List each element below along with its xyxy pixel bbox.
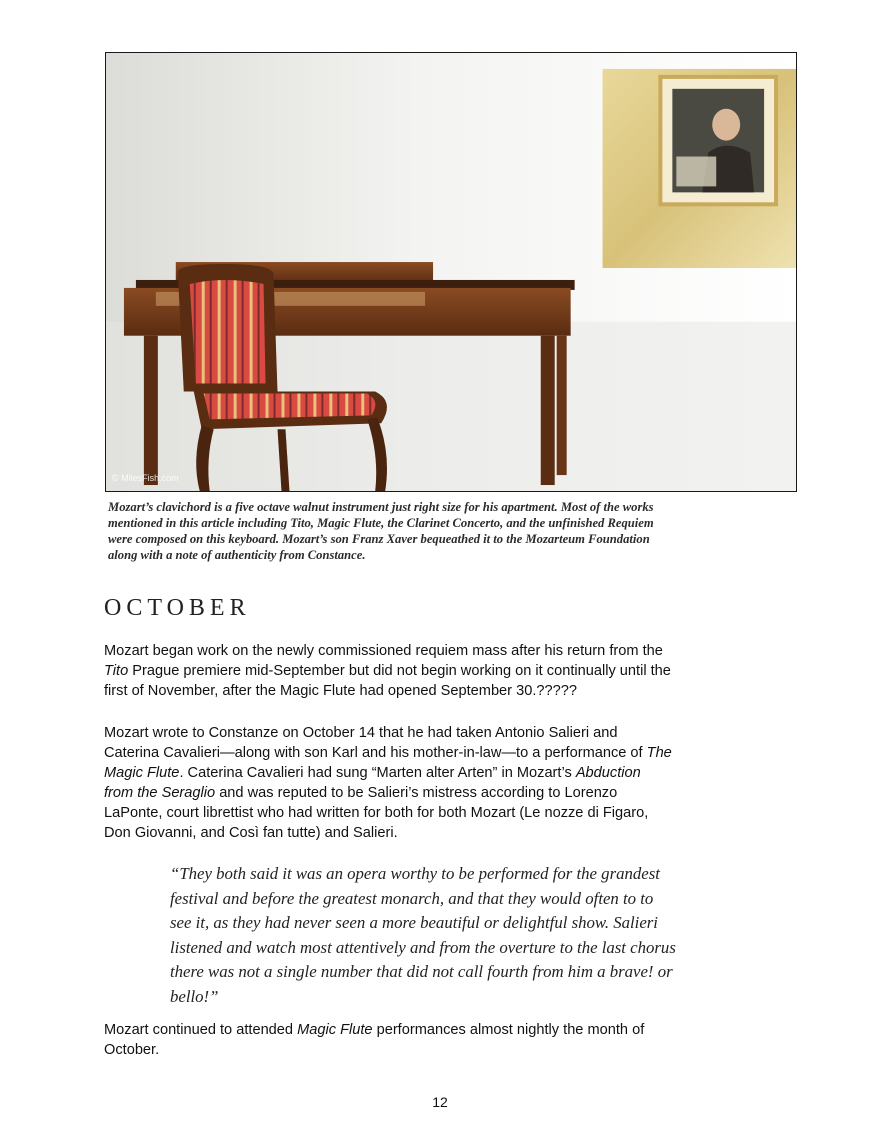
paragraph-line: Mozart began work on the newly commissioned requiem mass after his return from the [104, 643, 663, 659]
clavichord-photo [105, 52, 797, 492]
paragraph-line [104, 743, 794, 763]
quote-line: listened and watch most attentively and from the overture to the last chorus [170, 937, 676, 957]
quote-line: festival and before the greatest monarch, and that they would often to to [170, 888, 654, 908]
paragraph-line: first of November, after the Magic Flute had opened September 30.????? [104, 683, 577, 699]
paragraph-line [104, 1020, 794, 1040]
quote-line: bello!” [170, 986, 219, 1006]
quote-line: there was not a single number that did not call fourth from him a brave! or [170, 962, 673, 981]
paragraph-line: Don Giovanni, and Così fan tutte) and Salieri. [104, 825, 398, 841]
paragraph-line: LaPonte, court librettist who had written for both for both Mozart (Le nozze di Figaro, [104, 805, 649, 821]
section-heading: OCTOBER [104, 595, 251, 621]
paragraph-performances [104, 1020, 794, 1060]
caption-line: mentioned in this article including Tito, Magic Flute, the Clarinet Concerto, and the unfinished Requiem [108, 516, 654, 530]
paragraph-text: . Caterina Cavalieri had sung “Marten alter Arten” in Mozart’s [179, 765, 576, 781]
clavichord-illustration [106, 53, 796, 491]
work-title: Abduction [575, 765, 641, 781]
photo-caption [108, 499, 798, 563]
block-quote [170, 862, 790, 1009]
paragraph-text: Caterina Cavalieri—along with son Karl and his mother-in-law—to a performance of [104, 745, 647, 761]
paragraph-text: and was reputed to be Salieri’s mistress according to Lorenzo [215, 785, 618, 801]
work-title: from the Seraglio [104, 785, 216, 801]
caption-line: Mozart’s clavichord is a five octave walnut instrument just right size for his apartment. Most of the works [108, 500, 654, 514]
work-title: The [646, 745, 672, 761]
caption-line: along with a note of authenticity from Constance. [108, 548, 366, 562]
paragraph-line: October. [104, 1042, 160, 1058]
paragraph-line: Mozart wrote to Constanze on October 14 that he had taken Antonio Salieri and [104, 725, 618, 741]
work-title: Magic Flute [297, 1022, 373, 1038]
photo-watermark: © MilesFish.com [112, 473, 179, 483]
paragraph-text: Mozart continued to attended [104, 1022, 298, 1038]
quote-line: “They both said it was an opera worthy to be performed for the grandest [170, 864, 660, 883]
paragraph-requiem [104, 641, 794, 701]
page-number: 12 [432, 1094, 448, 1110]
work-title: Tito [104, 663, 129, 679]
work-title: Magic Flute [104, 765, 180, 781]
paragraph-text: performances almost nightly the month of [372, 1022, 645, 1038]
caption-line: were composed on this keyboard. Mozart’s son Franz Xaver bequeathed it to the Mozarteum Foundation [108, 532, 650, 546]
paragraph-line [104, 763, 794, 783]
quote-line: see it, as they had never seen a more beautiful or delightful show. Salieri [170, 913, 658, 932]
paragraph-letter [104, 723, 794, 843]
paragraph-text: Prague premiere mid-September but did not begin working on it continually until the [128, 663, 671, 679]
paragraph-line [104, 783, 794, 803]
paragraph-line [104, 661, 794, 681]
